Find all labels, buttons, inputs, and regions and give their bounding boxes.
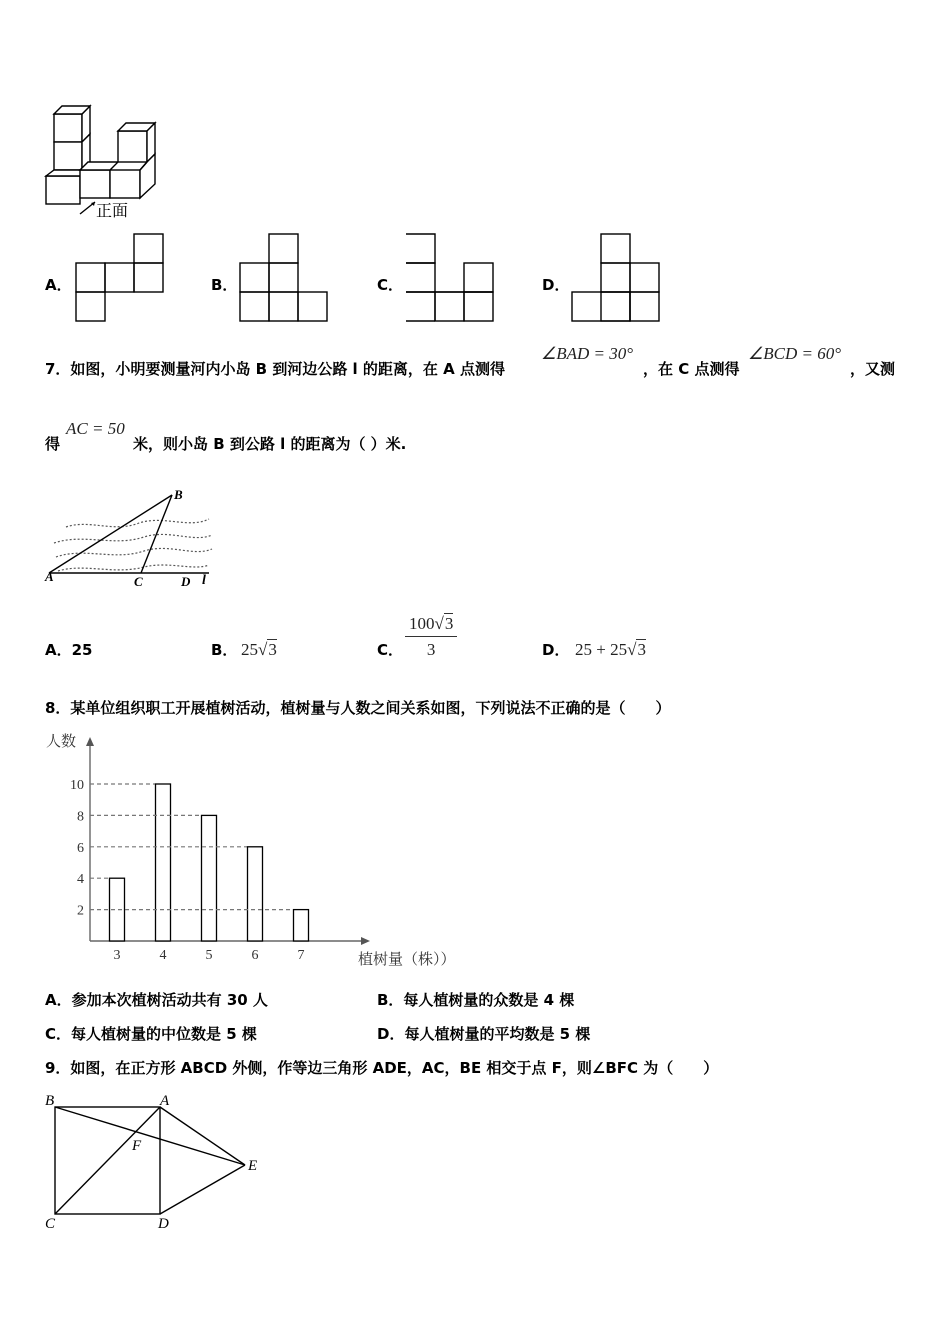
- q7-text-line2-pre: 得: [45, 435, 61, 453]
- x-tick-label: 7: [297, 948, 305, 963]
- q8-bar-chart: [40, 728, 480, 973]
- q7-option-b-coef: 25: [241, 640, 258, 659]
- q7-river-figure: [44, 485, 219, 595]
- q7-text-line1: 7．如图，小明要测量河内小岛 B 到河边公路 l 的距离，在 A 点测得: [45, 360, 505, 378]
- q7-option-d-coef: 25 + 25: [575, 640, 628, 659]
- q7-text-mid: ，在 C 点测得: [643, 360, 740, 378]
- y-tick-label: 10: [70, 778, 84, 793]
- q6-option-c-view[interactable]: [402, 230, 502, 325]
- q7-option-a[interactable]: [45, 639, 92, 660]
- x-tick-label: 3: [113, 948, 121, 963]
- q9-square-figure: [40, 1090, 270, 1235]
- q7-angle-bad: ∠BAD = 30°: [541, 344, 634, 363]
- q6-cube-figure: [40, 100, 180, 225]
- q7-angle-bcd: ∠BCD = 60°: [748, 344, 842, 363]
- x-axis-label: 植树量（株））: [358, 952, 456, 968]
- q9-point-e: E: [248, 1158, 258, 1174]
- q6-option-a-view[interactable]: [70, 230, 170, 325]
- y-tick-label: 8: [77, 809, 84, 825]
- q6-option-b-label[interactable]: B．: [211, 276, 238, 294]
- q7-option-c-label[interactable]: C．: [377, 641, 404, 659]
- q7-point-a: A: [45, 569, 54, 584]
- front-view-label: 正面: [96, 203, 129, 220]
- q8-option-b[interactable]: B．每人植树量的众数是 4 棵: [377, 991, 575, 1009]
- q7-option-c-denominator: 3: [426, 640, 436, 659]
- q9-text: 9．如图，在正方形 ABCD 外侧，作等边三角形 ADE，AC，BE 相交于点 F，则∠BFC 为（ ）: [45, 1059, 719, 1077]
- q7-point-b: B: [174, 487, 183, 502]
- q6-option-d-view[interactable]: [567, 230, 667, 325]
- q9-point-b: B: [45, 1093, 55, 1109]
- q6-option-d-label[interactable]: D．: [542, 276, 570, 294]
- x-tick-label: 4: [159, 948, 167, 963]
- y-tick-label: 6: [77, 840, 84, 856]
- q7-option-c-numerator: 100: [409, 614, 435, 633]
- x-tick-label: 5: [205, 948, 213, 963]
- x-tick-label: 6: [251, 948, 259, 963]
- q8-option-c[interactable]: C．每人植树量的中位数是 5 棵: [45, 1025, 257, 1043]
- q7-option-c-numerator-radicand: 3: [444, 614, 454, 633]
- q9-point-f: F: [132, 1138, 142, 1154]
- q7-option-b-value[interactable]: 25√3: [241, 640, 277, 659]
- q7-option-d-label[interactable]: D．: [542, 641, 570, 659]
- y-axis-arrow: [86, 737, 94, 746]
- x-axis-arrow: [361, 937, 370, 945]
- bar-5: [202, 815, 217, 941]
- q7-length-ac: AC = 50: [66, 419, 125, 438]
- q7-option-b-radicand: 3: [268, 640, 277, 659]
- q7-option-d-value[interactable]: 25 + 25√3: [575, 640, 646, 659]
- q9-point-d: D: [158, 1216, 169, 1232]
- q7-text-tail: ，又测: [850, 360, 896, 378]
- q7-option-a-value: 25: [71, 641, 93, 659]
- q8-option-d[interactable]: D．每人植树量的平均数是 5 棵: [377, 1025, 591, 1043]
- q7-line-l: l: [202, 573, 206, 588]
- q7-option-c-fraction[interactable]: $\frac{100√3}{3}$: [405, 614, 457, 660]
- bar-4: [156, 784, 171, 941]
- q9-point-a: A: [160, 1093, 170, 1109]
- q6-option-a-label[interactable]: A．: [45, 276, 72, 294]
- q7-option-a-label: A．: [45, 641, 72, 659]
- q7-point-c: C: [134, 574, 143, 589]
- q7-option-d-radicand: 3: [637, 640, 646, 659]
- q7-option-b-label[interactable]: B．: [211, 641, 238, 659]
- q6-option-c-label[interactable]: C．: [377, 276, 404, 294]
- q8-option-a[interactable]: A．参加本次植树活动共有 30 人: [45, 991, 268, 1009]
- q7-point-d: D: [181, 574, 191, 589]
- q9-point-c: C: [45, 1216, 56, 1232]
- y-tick-label: 4: [77, 872, 84, 888]
- q8-text: 8．某单位组织职工开展植树活动，植树量与人数之间关系如图，下列说法不正确的是（ ）: [45, 699, 671, 717]
- bar-7: [294, 910, 309, 941]
- y-tick-label: 2: [77, 903, 84, 919]
- q7-text-line2-post: 米，则小岛 B 到公路 l 的距离为（ ）米.: [133, 435, 407, 453]
- bar-6: [248, 847, 263, 941]
- y-axis-label: 人数: [46, 734, 77, 750]
- q6-option-b-view[interactable]: [236, 230, 336, 325]
